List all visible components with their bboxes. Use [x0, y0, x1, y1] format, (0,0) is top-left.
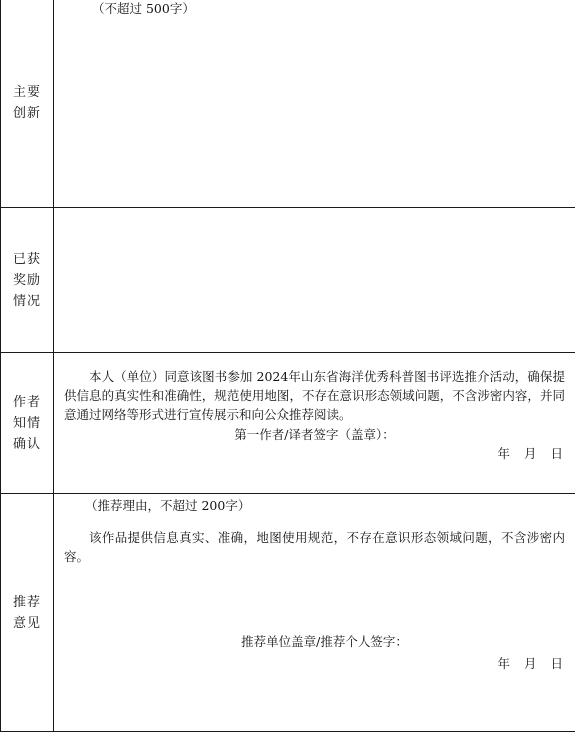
- recommender-signature-date: [483, 654, 563, 672]
- recommendation-reason-hint: （推荐理由，不超过 200字）: [85, 496, 250, 514]
- row-label-author-confirmation: 作者知情确认: [12, 392, 42, 455]
- author-signature-date: [483, 444, 563, 462]
- awards-content-field[interactable]: [54, 208, 575, 353]
- row-label-main-innovation: 主要创新: [12, 82, 42, 124]
- author-signature-label: 第一作者/译者签字（盖章）：: [54, 425, 575, 443]
- label-cell-recommendation: [1, 494, 54, 732]
- row-awards: [1, 208, 575, 353]
- row-recommendation: [1, 494, 575, 732]
- recommender-signature-label: 推荐单位盖章/推荐个人签字：: [54, 632, 575, 650]
- recommendation-content: [54, 494, 575, 732]
- author-date-year: 年: [497, 446, 510, 461]
- row-label-awards: 已获奖励情况: [12, 249, 42, 312]
- label-cell-author-confirmation: [1, 353, 54, 494]
- author-confirmation-content: [54, 353, 575, 494]
- recommend-date-month: 月: [524, 656, 537, 671]
- recommend-date-year: 年: [497, 656, 510, 671]
- author-consent-statement: 本人（单位）同意该图书参加 2024年山东省海洋优秀科普图书评选推介活动，确保提供信息的真实性和准确性，规范使用地图，不存在意识形态领域问题，不含涉密内容，并同意通过网络等形式进行宣传展示和向公众推荐阅读。: [54, 367, 575, 424]
- author-date-day: 日: [550, 446, 563, 461]
- recommendation-statement: 该作品提供信息真实、准确，地图使用规范，不存在意识形态领域问题，不含涉密内容。: [54, 528, 575, 566]
- recommend-date-day: 日: [550, 656, 563, 671]
- author-date-month: 月: [524, 446, 537, 461]
- innovation-content-field[interactable]: [54, 0, 575, 208]
- row-author-confirmation: [1, 353, 575, 494]
- label-cell-awards: [1, 208, 54, 353]
- row-main-innovation: [1, 0, 575, 208]
- innovation-word-limit-hint: （不超过 500字）: [92, 0, 195, 17]
- row-label-recommendation: 推荐意见: [12, 592, 42, 634]
- label-cell-main-innovation: [1, 0, 54, 208]
